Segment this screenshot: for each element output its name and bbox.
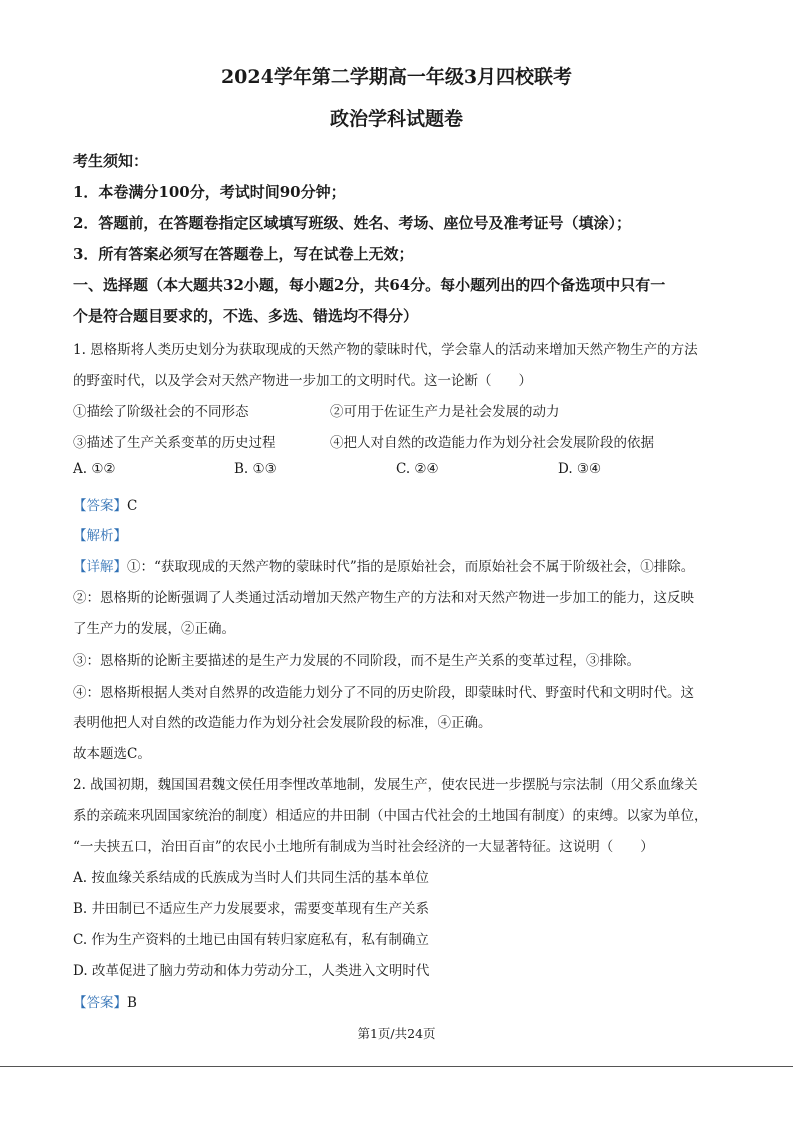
q2-answer-value: B: [127, 995, 137, 1011]
q1-statement-2: ②可用于佐证生产力是社会发展的动力: [330, 404, 560, 420]
q1-stem-line2: 的野蛮时代，以及学会对天然产物进一步加工的文明时代。这一论断（ ）: [73, 373, 532, 389]
q2-option-d: D. 改革促进了脑力劳动和体力劳动分工，人类进入文明时代: [73, 963, 430, 979]
q2-stem-line1: 2. 战国初期，魏国国君魏文侯任用李悝改革地制，发展生产，使农民进一步摆脱与宗法制（用父系血缘关: [73, 777, 698, 793]
q2-stem-line2: 系的亲疏来巩固国家统治的制度）相适应的井田制（中国古代社会的土地国有制度）的束缚。以家为单位，: [73, 808, 708, 824]
q1-detail-4a: ④：恩格斯根据人类对自然界的改造能力划分了不同的历史阶段，即蒙昧时代、野蛮时代和文明时代。这: [73, 685, 694, 701]
q1-statement-4: ④把人对自然的改造能力作为划分社会发展阶段的依据: [330, 435, 654, 451]
page-number: 第1页/共24页: [357, 1026, 436, 1041]
q1-detail-2b: 了生产力的发展，②正确。: [73, 621, 235, 637]
section-header-line1: 一、选择题（本大题共32小题，每小题2分，共64分。每小题列出的四个备选项中只有一: [73, 276, 666, 294]
detail-tag: 【详解】: [73, 559, 127, 575]
q2-option-b: B. 井田制已不适应生产力发展要求，需要变革现有生产关系: [73, 901, 430, 917]
q1-detail-1-text: ①：“获取现成的天然产物的蒙昧时代”指的是原始社会，而原始社会不属于阶级社会，①排除。: [127, 559, 695, 575]
section-header-line2: 个是符合题目要求的，不选、多选、错选均不得分）: [73, 307, 419, 325]
q2-answer: [73, 991, 733, 1011]
page-divider: [0, 1066, 793, 1067]
q1-detail-2a: ②：恩格斯的论断强调了人类通过活动增加天然产物生产的方法和对天然产物进一步加工的能力，这反映: [73, 590, 694, 606]
q2-option-a: A. 按血缘关系结成的氏族成为当时人们共同生活的基本单位: [73, 870, 429, 886]
q1-conclusion: 故本题选C。: [73, 746, 151, 762]
notice-item-1: 1．本卷满分100分，考试时间90分钟；: [73, 183, 346, 201]
answer-tag: 【答案】: [73, 995, 127, 1011]
q1-option-d: D. ③④: [558, 461, 602, 477]
q1-detail-1: [73, 555, 733, 575]
q1-analysis-tag: 【解析】: [73, 528, 127, 544]
q1-statement-3: ③描述了生产关系变革的历史过程: [73, 435, 276, 451]
q1-stem-line1: 1. 恩格斯将人类历史划分为获取现成的天然产物的蒙昧时代，学会靠人的活动来增加天然产物生产的方法: [73, 342, 698, 358]
q1-answer-value: C: [127, 498, 138, 514]
q1-option-c: C. ②④: [396, 461, 439, 477]
exam-subtitle: 政治学科试题卷: [329, 108, 463, 130]
q2-stem-line3: “一夫挟五口，治田百亩”的农民小土地所有制成为当时社会经济的一大显著特征。这说明（ ）: [73, 839, 654, 855]
answer-tag: 【答案】: [73, 498, 127, 514]
q2-option-c: C. 作为生产资料的土地已由国有转归家庭私有，私有制确立: [73, 932, 429, 948]
exam-title: 2024学年第二学期高一年级3月四校联考: [220, 66, 573, 88]
q1-detail-3: ③：恩格斯的论断主要描述的是生产力发展的不同阶段，而不是生产关系的变革过程，③排除。: [73, 653, 640, 669]
notice-item-2: 2．答题前，在答题卷指定区域填写班级、姓名、考场、座位号及准考证号（填涂）；: [73, 214, 631, 232]
q1-answer: [73, 494, 733, 514]
notice-item-3: 3．所有答案必须写在答题卷上，写在试卷上无效；: [73, 245, 414, 263]
q1-option-b: B. ①③: [234, 461, 277, 477]
q1-detail-4b: 表明他把人对自然的改造能力作为划分社会发展阶段的标准，④正确。: [73, 715, 492, 731]
q1-statement-1: ①描绘了阶级社会的不同形态: [73, 404, 249, 420]
q1-option-a: A. ①②: [73, 461, 116, 477]
notice-header: 考生须知：: [73, 152, 149, 170]
